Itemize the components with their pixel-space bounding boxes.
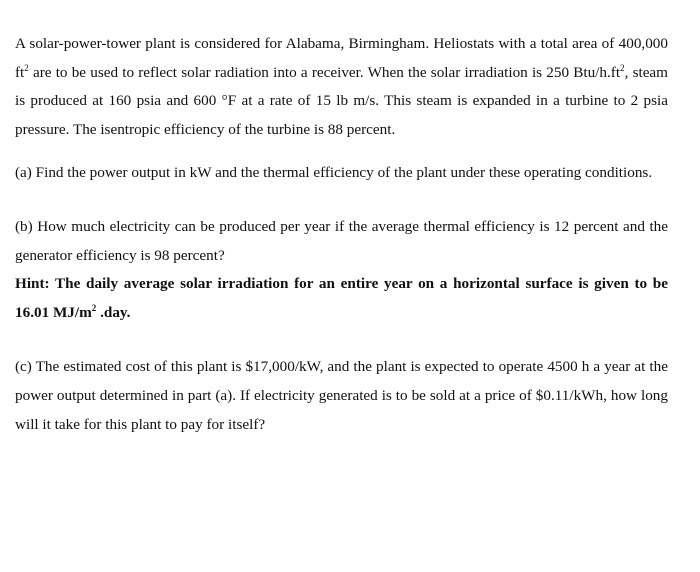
intro-text-2: are to be used to reflect solar radiation into a receiver. When the solar irradiation is 250 Btu/h.ft [28,63,621,81]
spacer [15,144,668,159]
part-c-paragraph: (c) The estimated cost of this plant is $17,000/kW, and the plant is expected to operate 4500 h a year at the power output determined in part (a). If electricity generated is to be sold at a price of $0.11/kWh, how long will it take for this plant to pay for itself? [15,358,668,433]
spacer [15,188,668,213]
intro-text-3: , steam is produced at 160 psia and 600 °F at a rate of 15 lb m/s. This steam is expanded in a turbine to 2 psia pressure. The isentropic efficiency of the turbine is 88 percent. [15,63,668,138]
intro-text-1: A solar-power-tower plant is considered for Alabama, Birmingham. Heliostats with a total area of 400,000 ft [15,35,668,81]
part-b-paragraph: (b) How much electricity can be produced per year if the average thermal efficiency is 12 percent and the generator efficiency is 98 percent? [15,217,668,264]
hint-superscript: 2 [91,302,97,313]
hint-text-2: .day. [96,303,131,321]
intro-superscript-2: 2 [620,62,625,73]
intro-superscript-1: 2 [24,62,29,73]
hint-paragraph [15,270,668,327]
spacer [15,327,668,353]
intro-paragraph [15,30,668,144]
part-a-paragraph: (a) Find the power output in kW and the thermal efficiency of the plant under these operating conditions. [15,164,653,182]
hint-text-1: Hint: The daily average solar irradiation for an entire year on a horizontal surface is given to be 16.01 MJ/m [15,275,668,321]
